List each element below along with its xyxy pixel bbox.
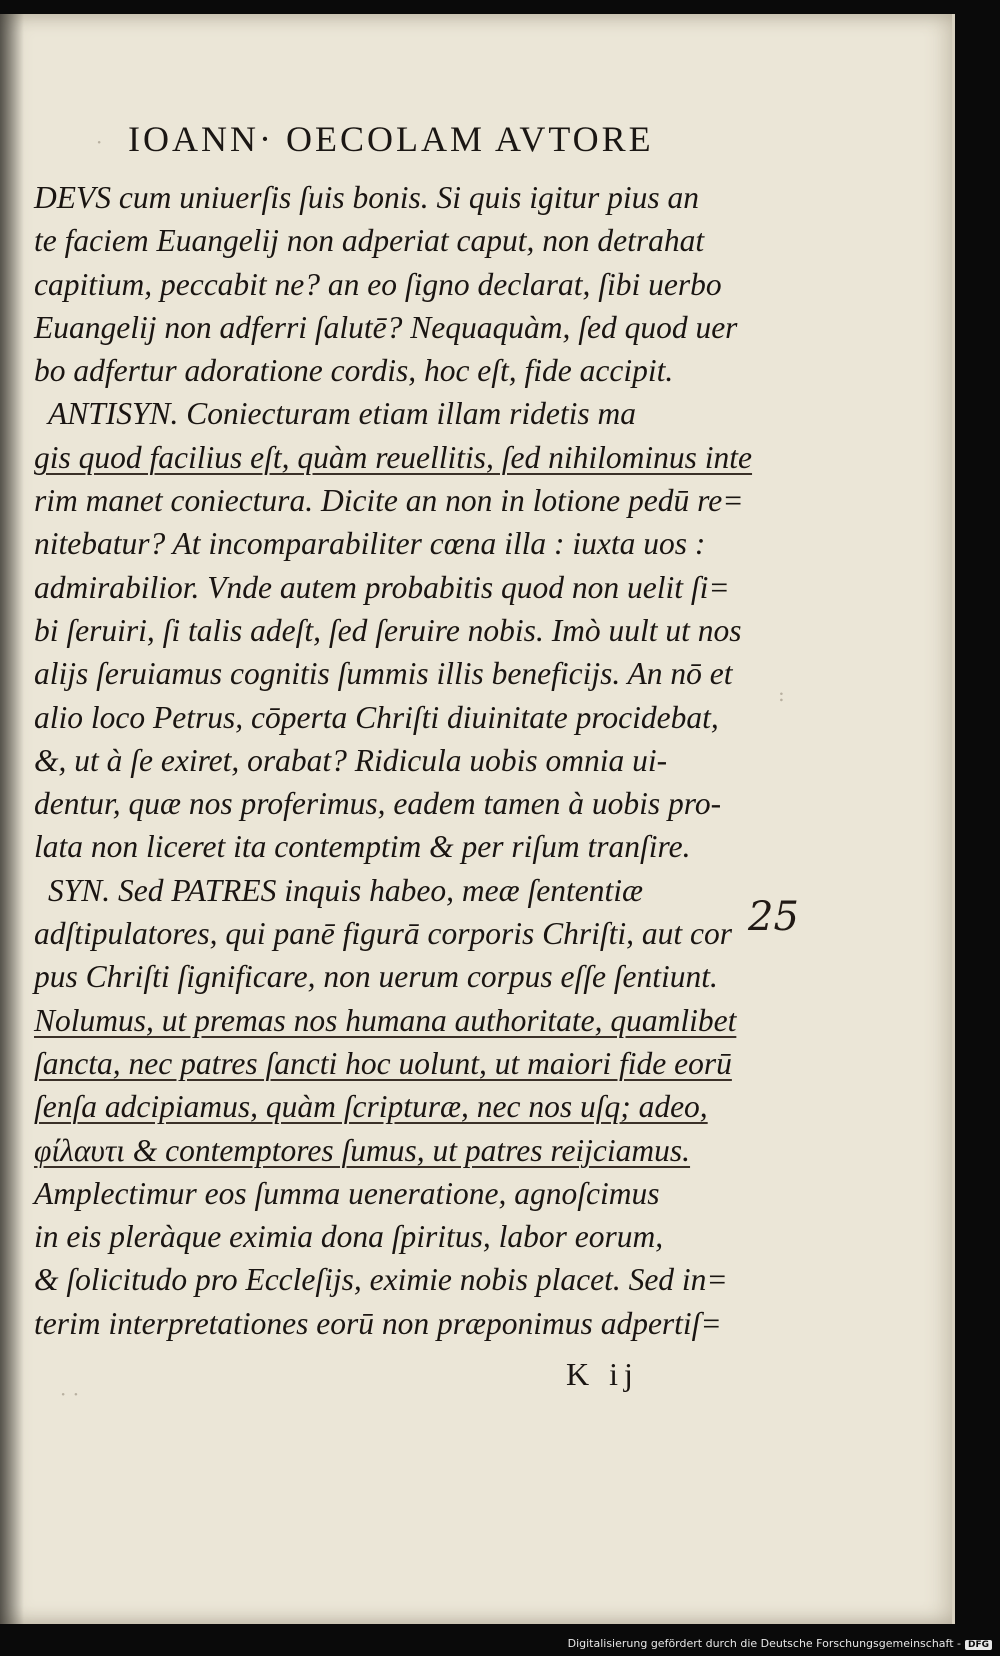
text-line-content: φίλαυτι & contemptores ſumus, ut patres reijciamus. — [34, 1132, 691, 1168]
text-line — [34, 392, 734, 435]
text-line — [34, 263, 734, 306]
text-line — [34, 609, 742, 652]
text-line — [34, 1129, 734, 1172]
text-line — [34, 1042, 734, 1085]
text-line — [34, 1172, 734, 1215]
text-line — [34, 869, 734, 912]
text-line-content: lata non liceret ita contemptim & per riſum tranſire. — [34, 829, 691, 865]
text-line-content: alijs ſeruiamus cognitis ſummis illis beneficijs. An nō et — [34, 656, 733, 692]
text-line-content: te faciem Euangelij non adperiat caput, non detrahat — [34, 223, 705, 259]
text-line — [34, 955, 734, 998]
text-line — [34, 825, 734, 868]
text-line — [34, 1085, 734, 1128]
ink-speck: : — [778, 682, 785, 706]
text-line-content: ANTISYN. Coniecturam etiam illam ridetis ma — [48, 396, 637, 432]
text-line-content: adſtipulatores, qui panē figurā corporis Chriſti, aut cor — [34, 916, 732, 952]
ink-speck: · · — [60, 1382, 80, 1406]
signature-mark: K ij — [566, 1356, 639, 1392]
handwritten-folio-number: 25 — [748, 894, 799, 940]
text-line-content: pus Chriſti ſignificare, non uerum corpus eſſe ſentiunt. — [34, 959, 718, 995]
text-line-content: admirabilior. Vnde autem probabitis quod non uelit ſi= — [34, 569, 730, 605]
text-line — [34, 522, 734, 565]
text-line-content: gis quod facilius eſt, quàm reuellitis, ſed nihilominus inte — [34, 439, 753, 475]
book-page — [0, 14, 955, 1624]
text-line-content: rim manet coniectura. Dicite an non in lotione pedū re= — [34, 483, 744, 519]
text-line-content: bi ſeruiri, ſi talis adeſt, ſed ſeruire nobis. Imò uult ut nos — [34, 612, 742, 648]
body-text — [34, 176, 753, 1345]
text-line-content: Nolumus, ut premas nos humana authoritate, quamlibet — [34, 1002, 737, 1038]
text-line — [34, 1258, 734, 1301]
text-line-content: ſancta, nec patres ſancti hoc uolunt, ut maiori fide eorū — [34, 1045, 732, 1081]
text-line-content: &, ut à ſe exiret, orabat? Ridicula uobis omnia ui- — [34, 742, 668, 778]
text-line — [34, 479, 744, 522]
text-line — [34, 739, 734, 782]
footer-text: Digitalisierung gefördert durch die Deutsche Forschungsgemeinschaft - — [567, 1637, 961, 1650]
text-line — [34, 1215, 734, 1258]
text-line — [34, 912, 734, 955]
text-line-content: ſenſa adcipiamus, quàm ſcripturæ, nec nos uſq; adeo, — [34, 1089, 708, 1125]
text-line-content: terim interpretationes eorū non præponimus adpertiſ= — [34, 1305, 722, 1341]
text-line-content: dentur, quæ nos proferimus, eadem tamen à uobis pro- — [34, 786, 722, 822]
text-line-content: in eis pleràque eximia dona ſpiritus, labor eorum, — [34, 1219, 664, 1255]
text-line-content: Amplectimur eos ſumma ueneratione, agnoſcimus — [34, 1175, 660, 1211]
text-line — [34, 436, 753, 479]
text-line-content: & ſolicitudo pro Eccleſijs, eximie nobis placet. Sed in= — [34, 1262, 728, 1298]
text-line — [34, 696, 734, 739]
text-line — [34, 306, 738, 349]
text-line-content: capitium, peccabit ne? an eo ſigno declarat, ſibi uerbo — [34, 266, 722, 302]
text-line — [34, 782, 734, 825]
text-line — [34, 566, 734, 609]
text-line-content: nitebatur? At incomparabiliter cœna illa : iuxta uos : — [34, 526, 706, 562]
digitization-credit — [568, 1637, 992, 1650]
text-line — [34, 176, 734, 219]
text-line-content: bo adfertur adoratione cordis, hoc eſt, fide accipit. — [34, 353, 674, 389]
ink-speck: · — [96, 130, 103, 154]
dfg-logo: DFG — [965, 1640, 992, 1650]
text-line-content: SYN. Sed PATRES inquis habeo, meæ ſententiæ — [48, 872, 643, 908]
text-line — [34, 652, 734, 695]
text-line — [34, 1302, 734, 1345]
running-head: IOANN· OECOLAM AVTORE — [128, 119, 654, 159]
text-line — [34, 349, 734, 392]
text-line — [34, 999, 737, 1042]
text-line-content: Euangelij non adferri ſalutē? Nequaquàm, ſed quod uer — [34, 309, 738, 345]
text-line-content: alio loco Petrus, cōperta Chriſti diuinitate procidebat, — [34, 699, 719, 735]
text-line-content: DEVS cum uniuerſis ſuis bonis. Si quis igitur pius an — [34, 180, 700, 215]
text-line — [34, 219, 734, 262]
